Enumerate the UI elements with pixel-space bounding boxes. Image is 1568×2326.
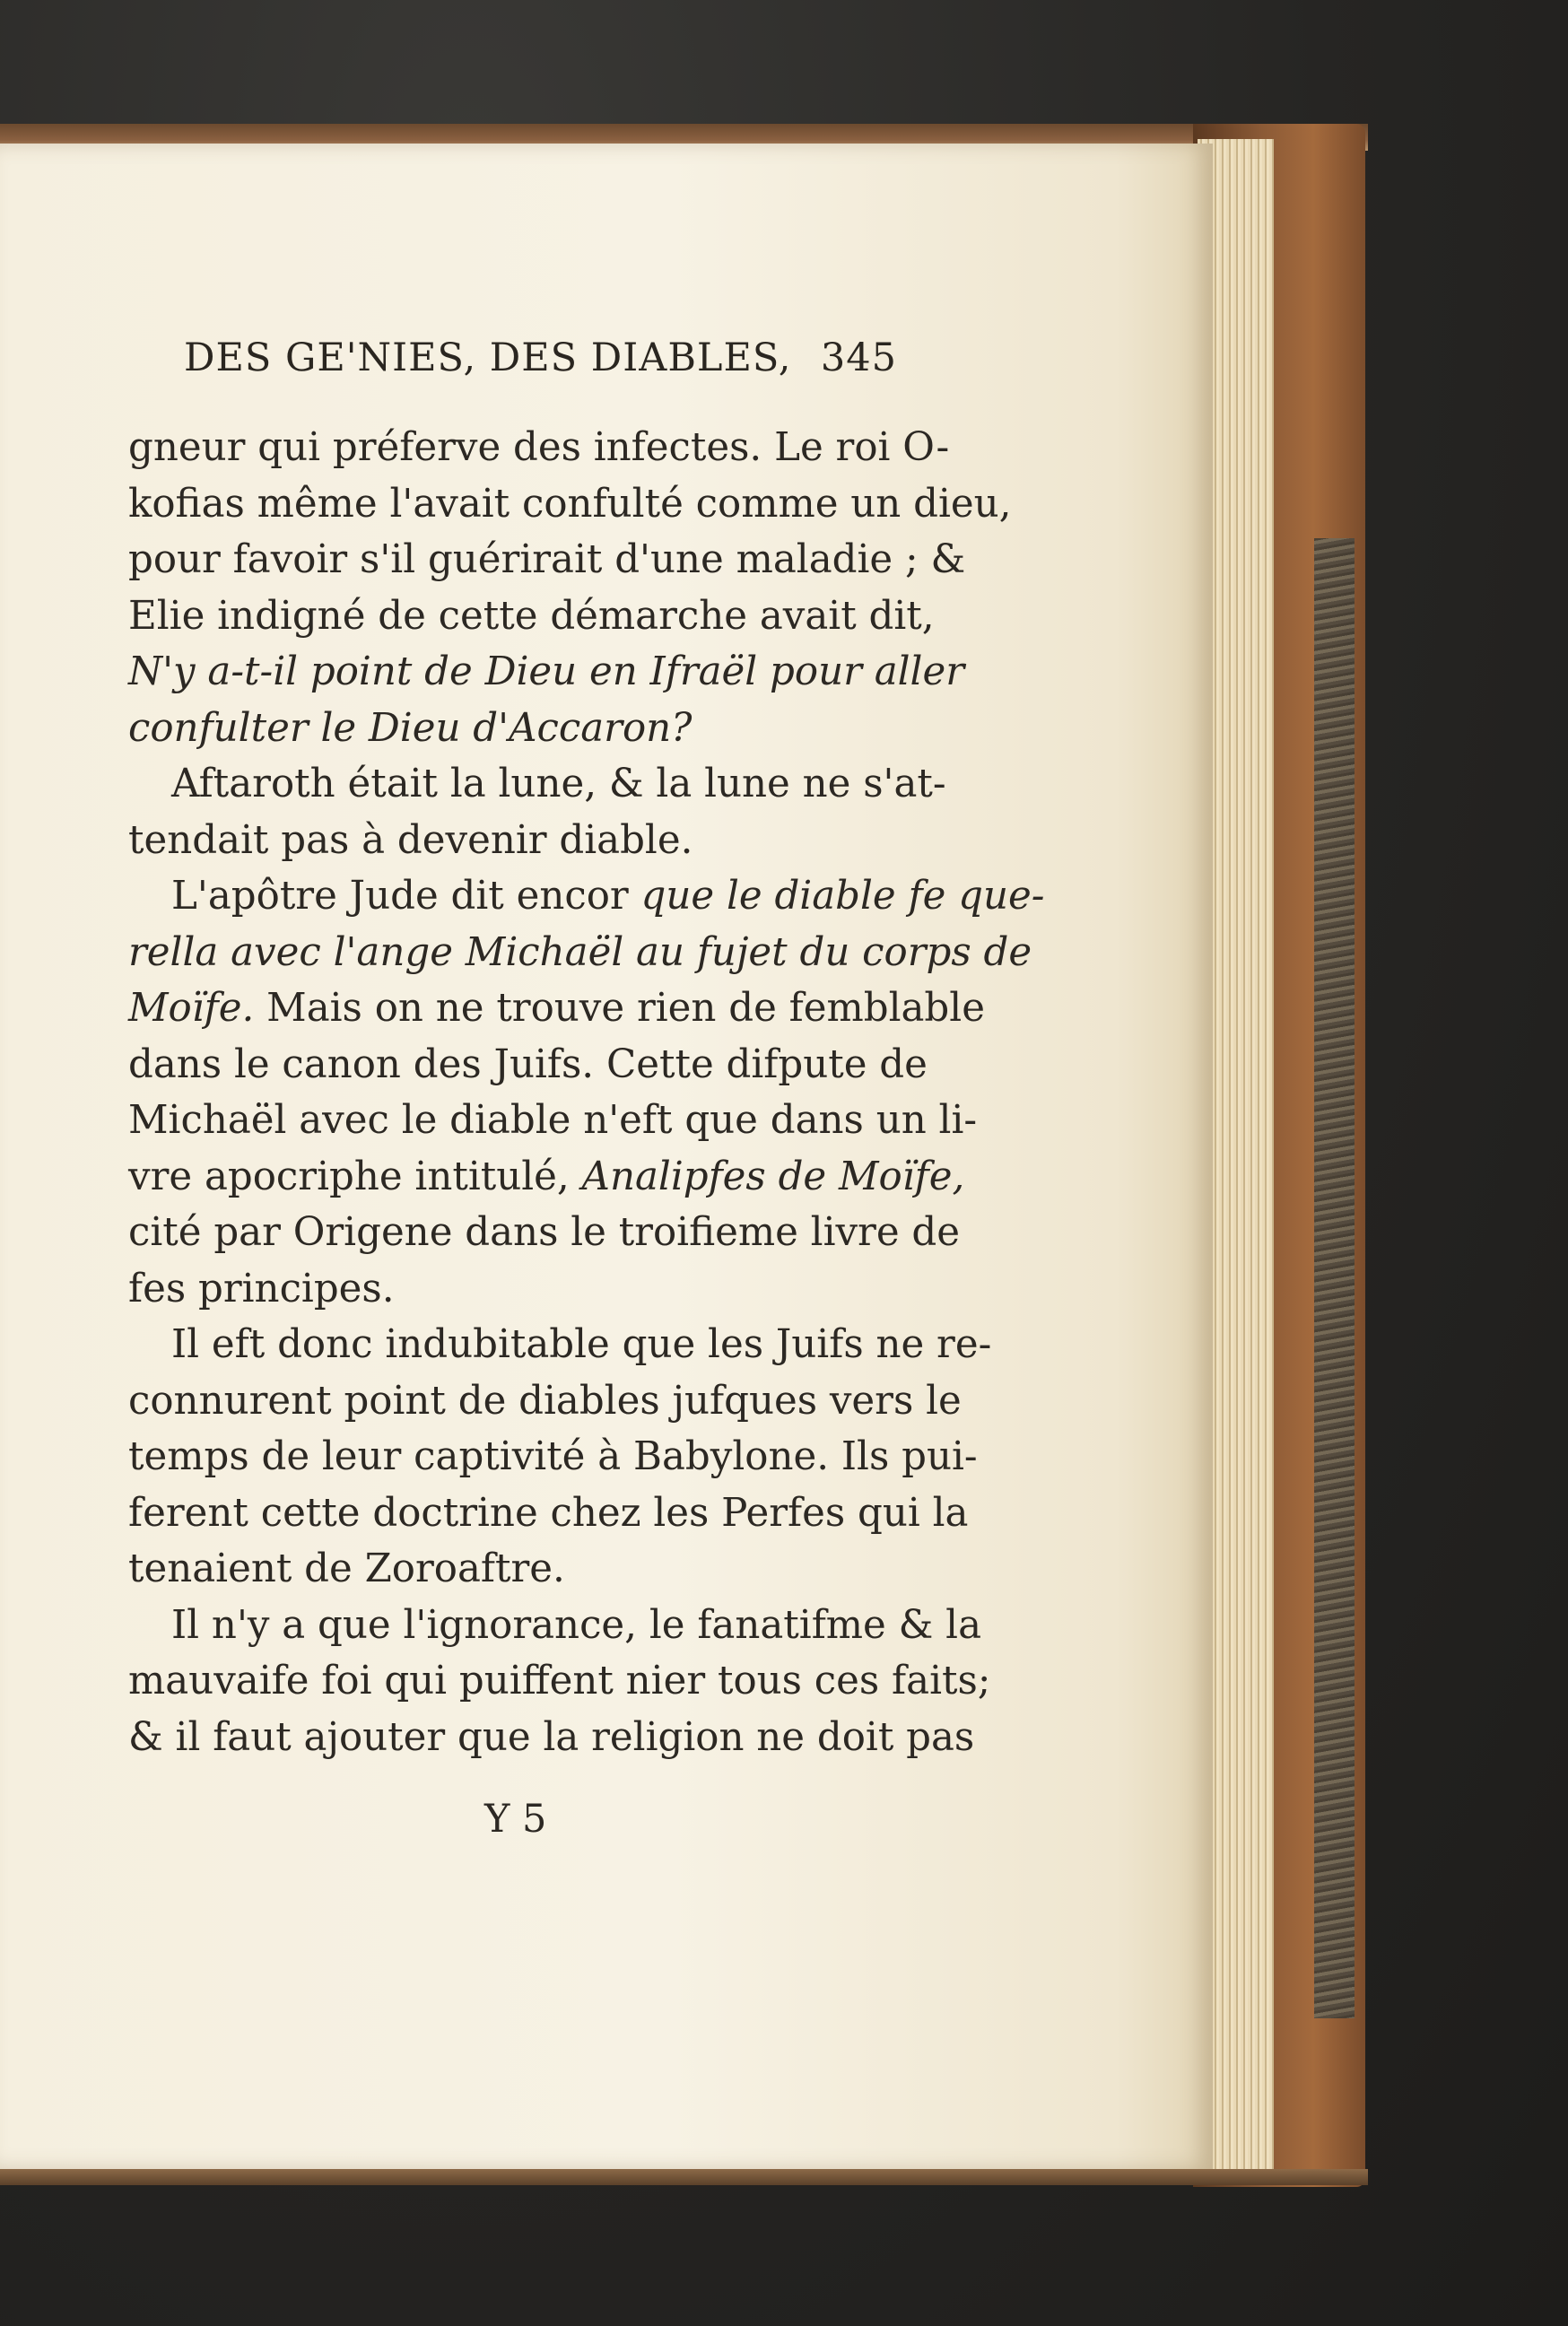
- text-line: tendait pas à devenir diable.: [128, 817, 693, 863]
- text-segment-italic: Moïfe.: [128, 986, 255, 1031]
- text-line: gneur qui préferve des infectes. Le roi O-: [128, 425, 950, 470]
- text-line: connurent point de diables jufques vers le: [128, 1378, 962, 1424]
- text-segment: Mais on ne trouve rien de femblable: [254, 986, 985, 1031]
- text-line: kofias même l'avait confulté comme un dieu,: [128, 481, 1012, 527]
- text-line: Elie indigné de cette démarche avait dit,: [128, 593, 935, 639]
- text-segment: L'apôtre Jude dit encor: [171, 874, 641, 919]
- text-line: ferent cette doctrine chez les Perfes qui la: [128, 1490, 969, 1536]
- text-line-italic: rella avec l'ange Michaël au fujet du corps de: [128, 929, 1032, 975]
- text-line: cité par Origene dans le troifieme livre de: [128, 1210, 961, 1255]
- text-line: fes principes.: [128, 1266, 395, 1311]
- text-line: & il faut ajouter que la religion ne doit pas: [128, 1714, 975, 1760]
- text-line: temps de leur captivité à Babylone. Ils pui-: [128, 1434, 978, 1479]
- signature-mark: Y 5: [484, 1797, 547, 1842]
- text-line: mauvaife foi qui puiffent nier tous ces faits;: [128, 1659, 991, 1703]
- page-number: 345: [820, 335, 897, 380]
- cover-marbling: [1314, 538, 1355, 2018]
- text-segment-italic: que le diable fe que-: [640, 874, 1045, 919]
- running-head-title: DES GE'NIES, DES DIABLES,: [184, 335, 792, 380]
- paragraph-start-line: Aftaroth était la lune, & la lune ne s'at-: [171, 762, 946, 806]
- text-segment-italic: Analipfes de Moïfe,: [581, 1154, 965, 1199]
- body-text: [128, 420, 1045, 1765]
- paragraph-start-line: Il n'y a que l'ignorance, le fanatifme & la: [171, 1602, 982, 1648]
- text-line: pour favoir s'il guérirait d'une maladie ; &: [128, 537, 966, 582]
- book-bottom-edge: [0, 2169, 1368, 2185]
- text-line: dans le canon des Juifs. Cette difpute de: [128, 1041, 928, 1087]
- running-header: [184, 330, 897, 386]
- text-line: tenaient de Zoroaftre.: [128, 1546, 565, 1591]
- text-line: Michaël avec le diable n'eft que dans un li-: [128, 1098, 978, 1143]
- text-segment: vre apocriphe intitulé,: [128, 1154, 582, 1199]
- text-line-italic: confulter le Dieu d'Accaron?: [128, 705, 693, 751]
- text-line: [128, 980, 985, 1037]
- paragraph-start-line: [128, 868, 1045, 925]
- paragraph-start-line: Il eft donc indubitable que les Juifs ne re-: [171, 1322, 992, 1367]
- text-line-italic: N'y a-t-il point de Dieu en Ifraël pour aller: [128, 649, 965, 694]
- text-line: [128, 1149, 965, 1206]
